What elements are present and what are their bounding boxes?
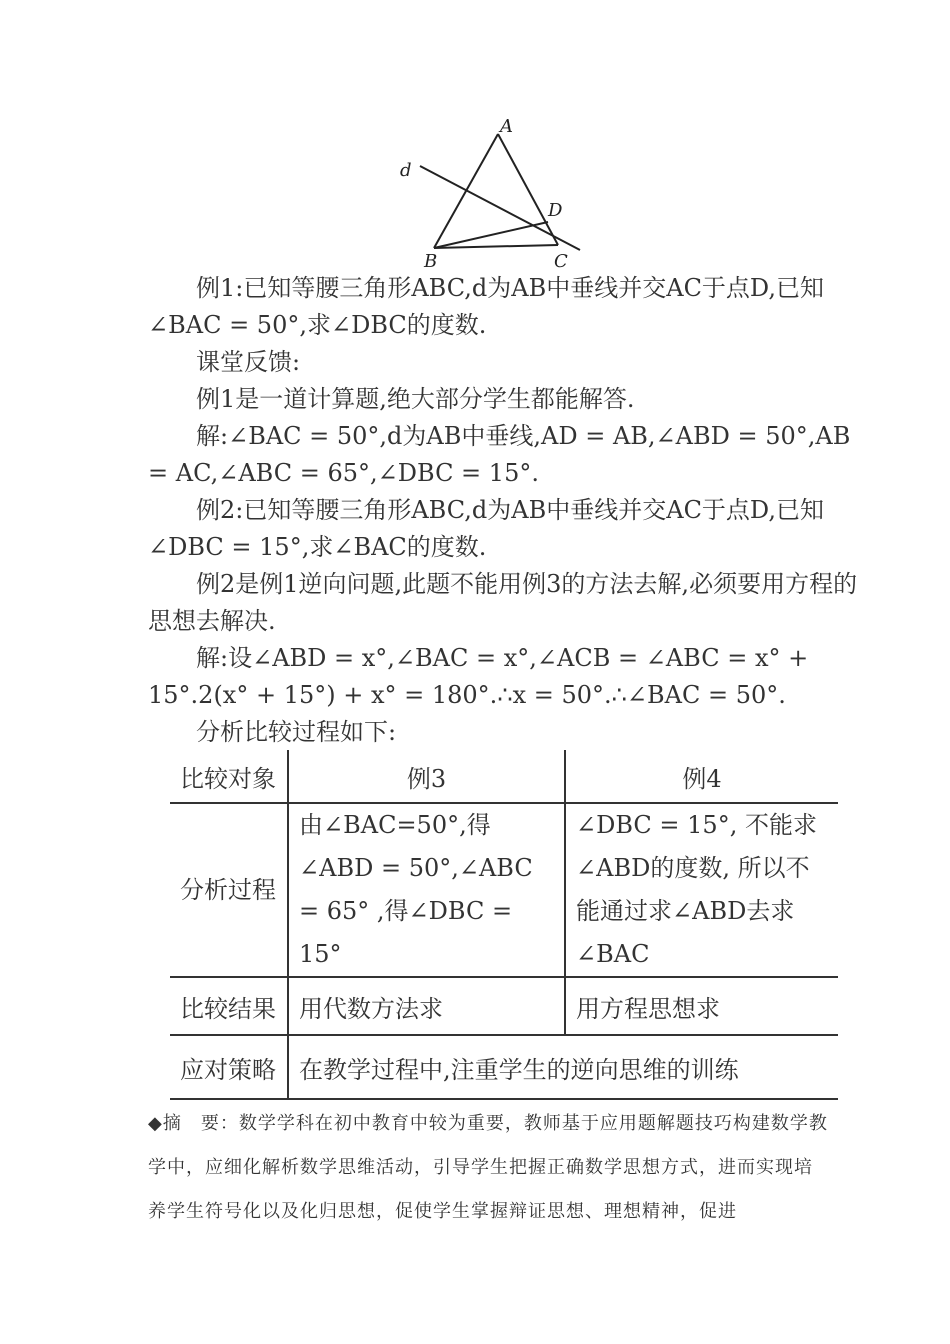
table-header-cell: 比较对象 [180, 764, 276, 793]
triangle-figure [390, 110, 600, 275]
abstract-text: ◆摘 要：数学学科在初中教育中较为重要，教师基于应用题解题技巧构建数学教学中，应细化解析数学思维活动，引导学生把握正确数学思想方式，进而实现培养学生符号化以及化归思想，促使学生掌握辩证思想、理想精神，促进 [148, 1113, 828, 1222]
paragraph-example2-solution: 解:设∠ABD = x°,∠BAC = x°,∠ACB = ∠ABC = x° + 15°.2(x° + 15°) + x° = 180°.∴x = 50°.∴∠BAC = 50°. [148, 644, 809, 709]
label-C: C [554, 251, 568, 272]
paragraph-example1: 例1:已知等腰三角形ABC,d为AB中垂线并交AC于点D,已知∠BAC = 50°,求∠DBC的度数. [148, 274, 824, 339]
table-cell-label: 分析过程 [180, 875, 276, 904]
table-row [170, 803, 838, 977]
paragraph-example2: 例2:已知等腰三角形ABC,d为AB中垂线并交AC于点D,已知∠DBC = 15°,求∠BAC的度数. [148, 496, 824, 561]
table-cell-label: 应对策略 [180, 1055, 276, 1084]
table-row [170, 1035, 838, 1099]
table-cell: 用代数方法求 [288, 977, 565, 1035]
table-cell-label: 比较结果 [180, 994, 276, 1023]
table-header-cell: 例4 [565, 750, 838, 803]
paragraph-example1-solution: 解:∠BAC = 50°,d为AB中垂线,AD = AB,∠ABD = 50°,AB = AC,∠ABC = 65°,∠DBC = 15°. [148, 422, 851, 487]
paragraph-comparison-intro: 分析比较过程如下: [196, 718, 397, 746]
paragraph-example1-note: 例1是一道计算题,绝大部分学生都能解答. [196, 385, 635, 413]
table-row [170, 977, 838, 1035]
table-cell: 在教学过程中,注重学生的逆向思维的训练 [288, 1035, 838, 1099]
label-A: A [500, 116, 513, 137]
table-header-cell: 例3 [288, 750, 565, 803]
table-cell: 由∠BAC=50°,得∠ABD = 50°,∠ABC = 65° ,得∠DBC = 15° [288, 803, 565, 977]
label-d: d [400, 160, 412, 181]
label-D: D [548, 200, 563, 221]
label-B: B [424, 251, 438, 272]
paragraph-example2-note: 例2是例1逆向问题,此题不能用例3的方法去解,必须要用方程的思想去解决. [148, 570, 858, 635]
table-cell: ∠DBC = 15°, 不能求∠ABD的度数, 所以不能通过求∠ABD去求∠BAC [565, 803, 838, 977]
table-header-row [170, 750, 838, 803]
comparison-table [170, 750, 838, 1100]
paragraph-feedback-heading: 课堂反馈: [196, 348, 301, 376]
table-cell: 用方程思想求 [565, 977, 838, 1035]
